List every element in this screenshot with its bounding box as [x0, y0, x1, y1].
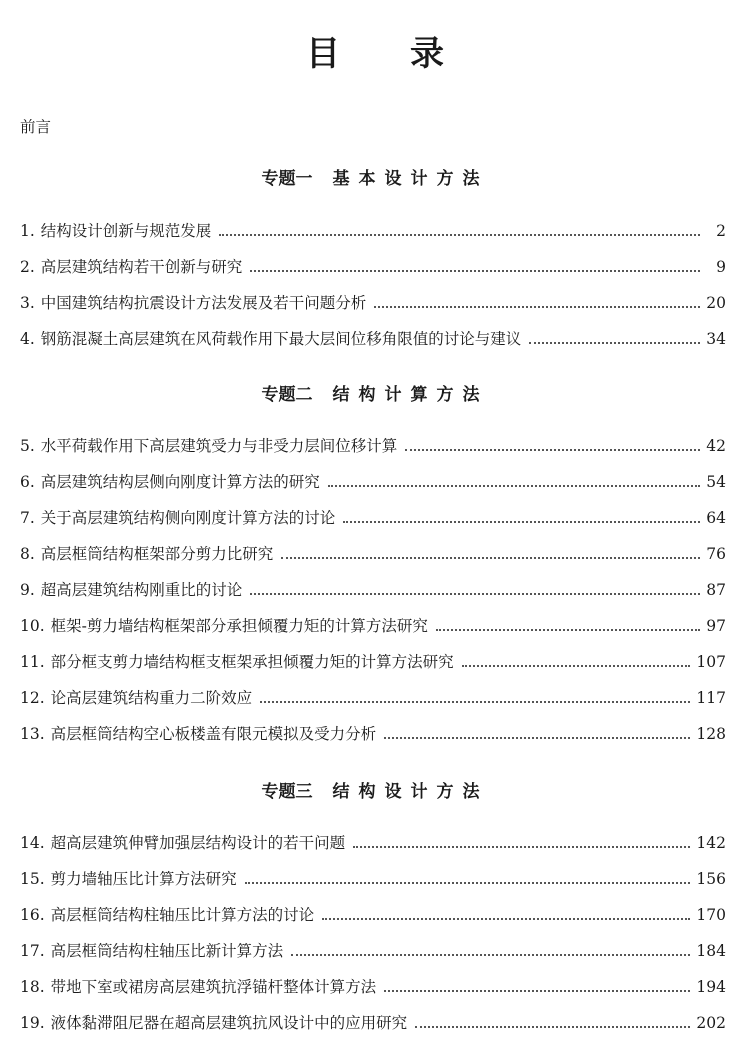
- toc-entry-14[interactable]: [20, 830, 726, 854]
- entry-page: 97: [706, 617, 726, 635]
- entry-number: 16.: [20, 906, 45, 924]
- entry-number: 14.: [20, 834, 45, 852]
- entry-title: 论高层建筑结构重力二阶效应: [50, 689, 253, 707]
- entry-page: 194: [696, 978, 726, 996]
- toc-entry-11[interactable]: [20, 649, 726, 673]
- entry-number: 9.: [20, 581, 35, 599]
- entry-title: 部分框支剪力墙结构框支框架承担倾覆力矩的计算方法研究: [50, 653, 454, 671]
- toc-entry-3[interactable]: [20, 290, 726, 314]
- entry-page: 156: [696, 870, 726, 888]
- entry-page: 76: [706, 545, 726, 563]
- entry-title: 超高层建筑伸臂加强层结构设计的若干问题: [50, 834, 346, 852]
- entry-number: 6.: [20, 473, 35, 491]
- entry-page: 9: [716, 258, 726, 276]
- toc-entry-13[interactable]: [20, 721, 726, 745]
- dot-leader: [374, 306, 700, 308]
- dot-leader: [322, 918, 690, 920]
- toc-entry-7[interactable]: [20, 505, 726, 529]
- entry-page: 170: [696, 906, 726, 924]
- toc-entry-1[interactable]: [20, 218, 726, 242]
- entry-number: 19.: [20, 1014, 45, 1032]
- section-topic: 基本设计方法: [332, 169, 489, 189]
- entry-number: 4.: [20, 330, 35, 348]
- entry-page: 54: [706, 473, 726, 491]
- title-char-2: 录: [410, 34, 444, 74]
- entry-title: 超高层建筑结构刚重比的讨论: [40, 581, 243, 599]
- section-label: 专题二: [261, 385, 313, 405]
- toc-entry-5[interactable]: [20, 433, 726, 457]
- dot-leader: [250, 593, 700, 595]
- entry-title: 框架-剪力墙结构框架部分承担倾覆力矩的计算方法研究: [50, 617, 428, 635]
- dot-leader: [353, 846, 690, 848]
- entry-title: 高层建筑结构若干创新与研究: [40, 258, 243, 276]
- entry-number: 13.: [20, 725, 45, 743]
- dot-leader: [384, 990, 690, 992]
- title-char-1: 目: [306, 34, 340, 74]
- toc-entry-18[interactable]: [20, 974, 726, 998]
- section-topic: 结构计算方法: [332, 385, 489, 405]
- entry-title: 高层框筒结构柱轴压比新计算方法: [50, 942, 284, 960]
- toc-entry-4[interactable]: [20, 326, 726, 350]
- entry-page: 202: [696, 1014, 726, 1032]
- toc-entry-16[interactable]: [20, 902, 726, 926]
- toc-entry-8[interactable]: [20, 541, 726, 565]
- toc-entry-15[interactable]: [20, 866, 726, 890]
- toc-entry-17[interactable]: [20, 938, 726, 962]
- entry-number: 3.: [20, 294, 35, 312]
- entry-title: 关于高层建筑结构侧向刚度计算方法的讨论: [40, 509, 336, 527]
- dot-leader: [245, 882, 691, 884]
- entry-page: 42: [706, 437, 726, 455]
- entry-page: 87: [706, 581, 726, 599]
- section-heading-1: [0, 164, 750, 189]
- entry-page: 128: [696, 725, 726, 743]
- entry-number: 18.: [20, 978, 45, 996]
- section-heading-3: [0, 777, 750, 802]
- entry-number: 17.: [20, 942, 45, 960]
- section-label: 专题一: [261, 169, 313, 189]
- entry-page: 117: [696, 689, 726, 707]
- dot-leader: [250, 270, 700, 272]
- dot-leader: [260, 701, 690, 703]
- toc-entry-preface[interactable]: 前言: [20, 118, 52, 136]
- entry-page: 142: [696, 834, 726, 852]
- entry-title: 带地下室或裙房高层建筑抗浮锚杆整体计算方法: [50, 978, 377, 996]
- entry-page: 107: [696, 653, 726, 671]
- entry-number: 5.: [20, 437, 35, 455]
- dot-leader: [384, 737, 690, 739]
- entry-page: 64: [706, 509, 726, 527]
- section-heading-2: [0, 380, 750, 405]
- toc-entry-9[interactable]: [20, 577, 726, 601]
- entry-number: 15.: [20, 870, 45, 888]
- entry-title: 钢筋混凝土高层建筑在风荷载作用下最大层间位移角限值的讨论与建议: [40, 330, 522, 348]
- dot-leader: [462, 665, 691, 667]
- dot-leader: [291, 954, 690, 956]
- section-label: 专题三: [261, 782, 313, 802]
- entry-page: 20: [706, 294, 726, 312]
- entry-title: 水平荷载作用下高层建筑受力与非受力层间位移计算: [40, 437, 398, 455]
- entry-title: 高层框筒结构柱轴压比计算方法的讨论: [50, 906, 315, 924]
- dot-leader: [343, 521, 700, 523]
- entry-number: 1.: [20, 222, 35, 240]
- dot-leader: [436, 629, 700, 631]
- dot-leader: [415, 1026, 690, 1028]
- entry-number: 12.: [20, 689, 45, 707]
- dot-leader: [219, 234, 700, 236]
- entry-number: 2.: [20, 258, 35, 276]
- entry-page: 184: [696, 942, 726, 960]
- toc-entry-6[interactable]: [20, 469, 726, 493]
- section-topic: 结构设计方法: [332, 782, 489, 802]
- entry-page: 34: [706, 330, 726, 348]
- entry-title: 结构设计创新与规范发展: [40, 222, 212, 240]
- dot-leader: [328, 485, 700, 487]
- dot-leader: [405, 449, 700, 451]
- entry-title: 高层建筑结构层侧向刚度计算方法的研究: [40, 473, 320, 491]
- toc-entry-12[interactable]: [20, 685, 726, 709]
- entry-title: 中国建筑结构抗震设计方法发展及若干问题分析: [40, 294, 367, 312]
- entry-title: 高层框筒结构框架部分剪力比研究: [40, 545, 274, 563]
- entry-number: 10.: [20, 617, 45, 635]
- dot-leader: [281, 557, 700, 559]
- entry-title: 剪力墙轴压比计算方法研究: [50, 870, 237, 888]
- dot-leader: [529, 342, 700, 344]
- entry-number: 8.: [20, 545, 35, 563]
- entry-number: 7.: [20, 509, 35, 527]
- entry-title: 液体黏滞阻尼器在超高层建筑抗风设计中的应用研究: [50, 1014, 408, 1032]
- toc-entry-19[interactable]: [20, 1010, 726, 1034]
- entry-number: 11.: [20, 653, 45, 671]
- toc-entry-2[interactable]: [20, 254, 726, 278]
- toc-entry-10[interactable]: [20, 613, 726, 637]
- entry-title: 高层框筒结构空心板楼盖有限元模拟及受力分析: [50, 725, 377, 743]
- page-title: [0, 26, 750, 75]
- entry-page: 2: [716, 222, 726, 240]
